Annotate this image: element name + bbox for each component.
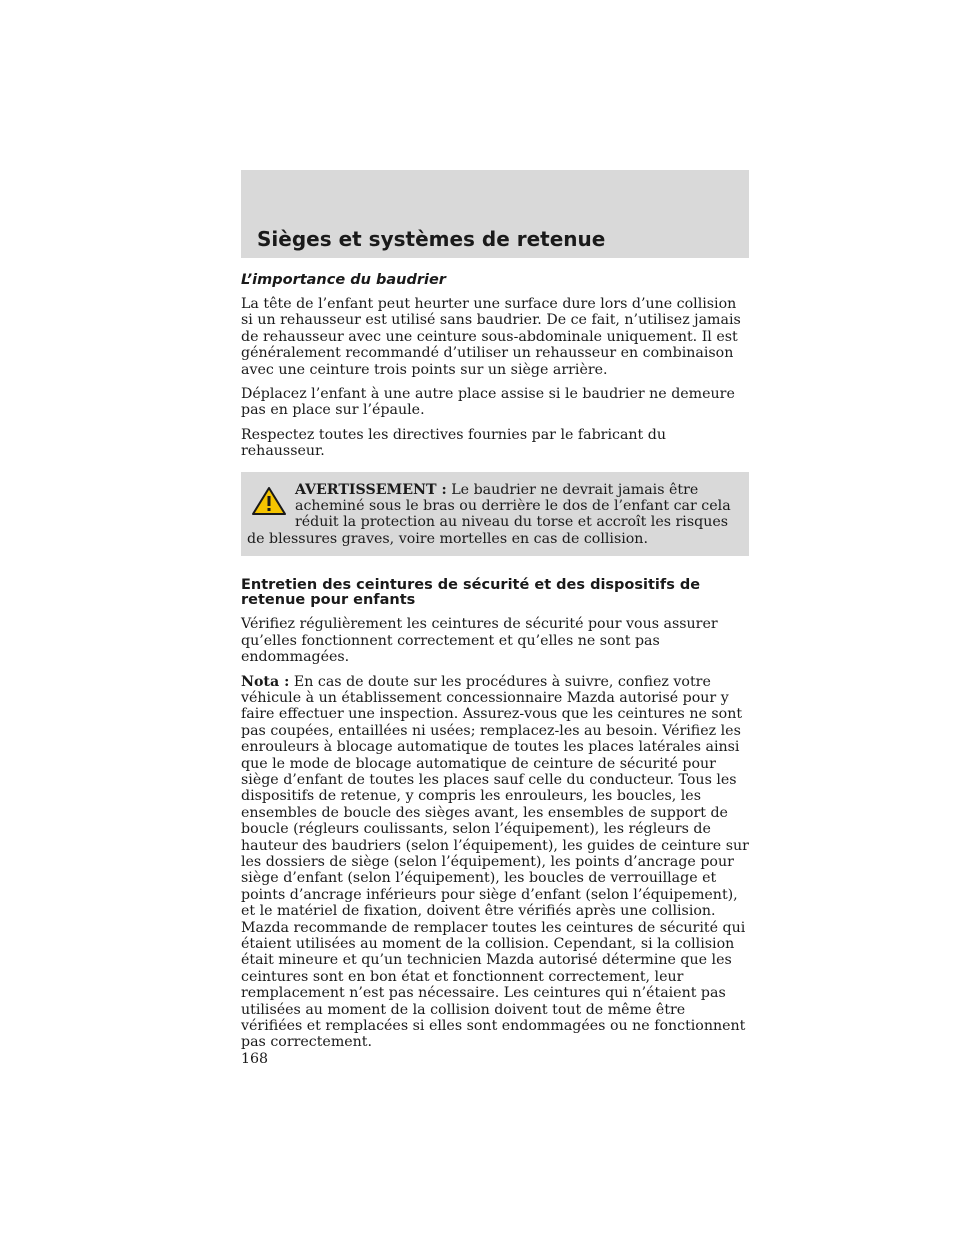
- nota-label: Nota :: [241, 673, 290, 690]
- paragraph-shoulder-belt-1: La tête de l’enfant peut heurter une surface dure lors d’une collision si un rehausseur est utilisé sans baudrier. De ce fait, n’utilisez jamais de rehausseur avec une ceinture sous-abdominale uniquement. Il est généralement recommandé d’utiliser un rehausseur en combinaison avec une ceinture trois points sur un siège arrière.: [241, 296, 741, 378]
- chapter-header: [241, 170, 749, 258]
- section-heading-maintenance: Entretien des ceintures de sécurité et des dispositifs de retenue pour enfants: [241, 577, 701, 609]
- paragraph-shoulder-belt-3: Respectez toutes les directives fournies par le fabricant du rehausseur.: [241, 426, 666, 460]
- paragraph-maintenance-1: Vérifiez régulièrement les ceintures de sécurité pour vous assurer qu’elles fonctionnent correctement et qu’elles ne sont pas endommagées.: [241, 616, 718, 666]
- manual-page: [241, 170, 749, 1067]
- warning-text: Le baudrier ne devrait jamais être acheminé sous le bras ou derrière le dos de l’enfant car cela réduit la protection au niveau du torse et accroît les risques de blessures graves, voire mortelles en cas de collision.: [247, 481, 731, 547]
- paragraph-nota: [241, 674, 749, 1051]
- warning-label: AVERTISSEMENT :: [295, 481, 447, 498]
- paragraph-shoulder-belt-2: Déplacez l’enfant à une autre place assise si le baudrier ne demeure pas en place sur l’épaule.: [241, 386, 735, 419]
- section-heading-shoulder-belt: L’importance du baudrier: [241, 272, 446, 288]
- nota-text: En cas de doute sur les procédures à suivre, confiez votre véhicule à un établissement concessionnaire Mazda autorisé pour y faire effectuer une inspection. Assurez-vous que les ceintures ne sont pas coupées, entaillées ni usées; remplacez-les au besoin. Vérifiez les enrouleurs à blocage automatique de toutes les places latérales ainsi que le mode de blocage automatique de ceinture de sécurité pour siège d’enfant de toutes les places sauf celle du conducteur. Tous les dispositifs de retenue, y compris les enrouleurs, les boucles, les ensembles de boucle des sièges avant, les ensembles de support de boucle (régleurs coulissants, selon l’équipement), les régleurs de hauteur des baudriers (selon l’équipement), les guides de ceinture sur les dossiers de siège (selon l’équipement), les points d’ancrage pour siège d’enfant (selon l’équipement), les boucles de verrouillage et points d’ancrage inférieurs pour siège d’enfant (selon l’équipement), et le matériel de fixation, doivent être vérifiés après une collision. Mazda recommande de remplacer toutes les ceintures de sécurité qui étaient utilisées au moment de la collision. Cependant, si la collision était mineure et qu’un technicien Mazda autorisé détermine que les ceintures sont en bon état et fonctionnent correctement, leur remplacement n’est pas nécessaire. Les ceintures qui n’étaient pas utilisées au moment de la collision doivent tout de même être vérifiées et remplacées si elles sont endommagées ou ne fonctionnent pas correctement.: [241, 673, 749, 1051]
- warning-box: [241, 472, 749, 557]
- page-number: 168: [241, 1050, 269, 1067]
- warning-triangle-icon: [251, 486, 287, 516]
- chapter-title: Sièges et systèmes de retenue: [257, 227, 606, 251]
